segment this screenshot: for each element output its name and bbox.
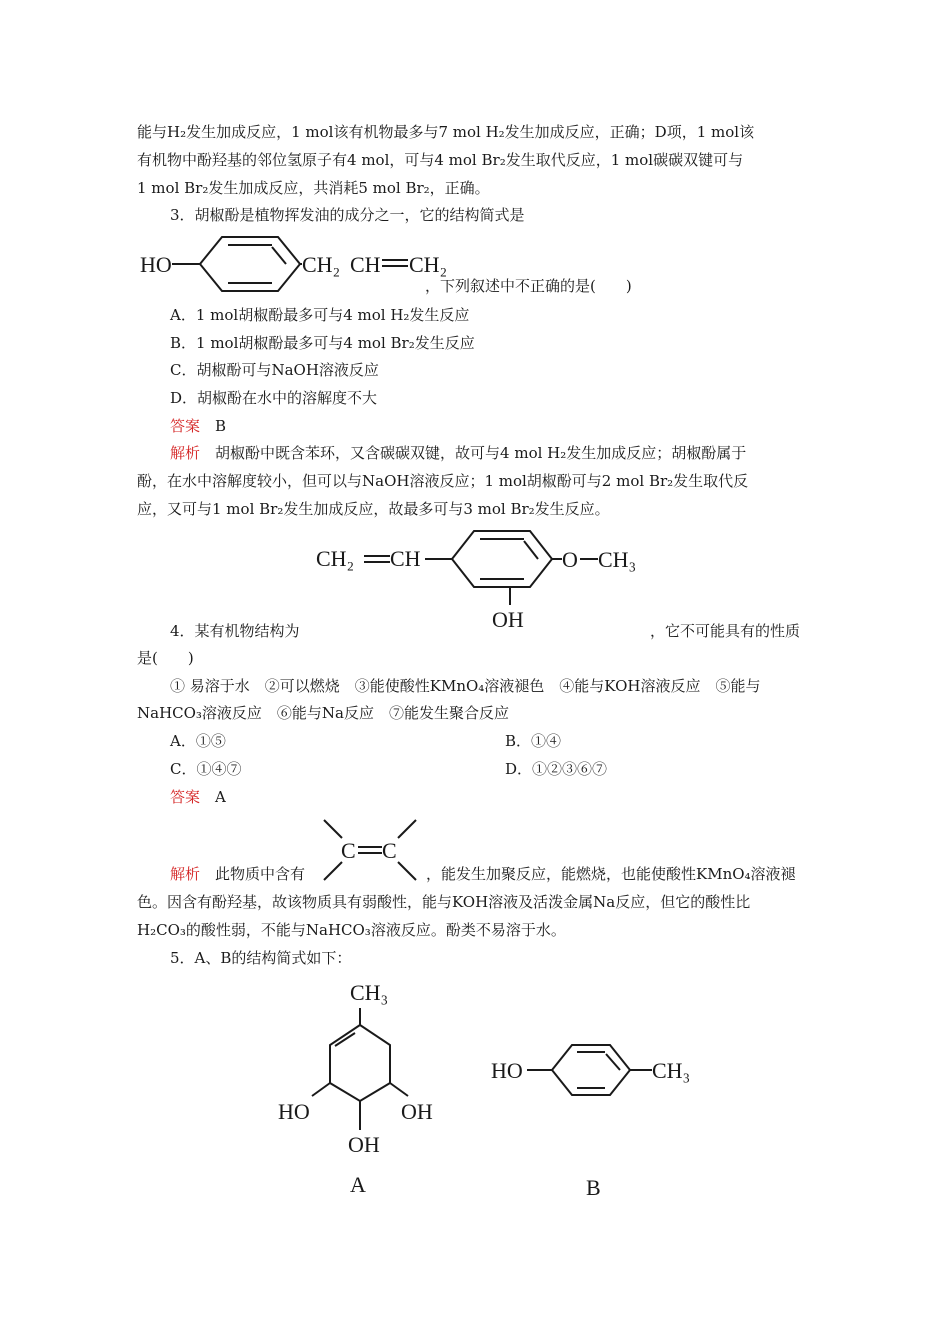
analysis-text: ，能发生加聚反应，能燃烧，也能使酸性KMnO₄溶液褪: [426, 865, 796, 883]
structure-q4: [316, 531, 636, 632]
question-3-stem-cont: ，下列叙述中不正确的是( ): [425, 277, 632, 295]
option-d: D．①②③⑥⑦: [505, 760, 608, 778]
question-4-stem-cont: 是( ): [137, 649, 194, 667]
option-b: B．1 mol胡椒酚最多可与4 mol Br₂发生反应: [170, 334, 475, 352]
analysis-text: 此物质中含有: [215, 865, 306, 883]
ch3-label: CH₃: [652, 1058, 691, 1083]
option-c: C．①④⑦: [170, 760, 242, 778]
property-list: NaHCO₃溶液反应 ⑥能与Na反应 ⑦能发生聚合反应: [137, 704, 510, 722]
property-list: ① 易溶于水 ②可以燃烧 ③能使酸性KMnO₄溶液褪色 ④能与KOH溶液反应 ⑤能与: [170, 677, 761, 695]
answer-value: B: [215, 417, 227, 435]
structure-chavicol: [140, 237, 447, 291]
text-line: H₂CO₃的酸性弱，不能与NaHCO₃溶液反应。酚类不易溶于水。: [137, 921, 566, 939]
ho-label: HO: [278, 1099, 310, 1124]
structure-a: [278, 980, 433, 1197]
ch2-label: CH₂: [316, 546, 355, 571]
ch2-label: CH₂: [302, 252, 341, 277]
answer-label: 答案: [170, 788, 201, 806]
option-a: A．1 mol胡椒酚最多可与4 mol H₂发生反应: [170, 306, 470, 324]
cyclohexene-ring: [330, 1025, 390, 1101]
option-a: A．①⑤: [170, 732, 226, 750]
text-line: 应，又可与1 mol Br₂发生加成反应，故最多可与3 mol Br₂发生反应。: [137, 500, 610, 518]
text-line: 酚，在水中溶解度较小，但可以与NaOH溶液反应；1 mol胡椒酚可与2 mol Br₂发生取代反: [137, 472, 749, 490]
analysis-label: 解析: [170, 865, 201, 883]
ch3-label: CH₃: [350, 980, 389, 1005]
c-label: C: [341, 838, 356, 863]
structure-cc-double-bond: [324, 820, 416, 880]
structure-b: [491, 1045, 690, 1200]
oh-label: OH: [348, 1132, 380, 1157]
answer-label: 答案: [170, 417, 201, 435]
question-4-stem-cont: ，它不可能具有的性质: [650, 622, 801, 640]
structure-label: B: [586, 1175, 601, 1200]
o-label: O: [562, 547, 578, 572]
ch2-label: CH₂: [409, 252, 448, 277]
question-3-stem: 3．胡椒酚是植物挥发油的成分之一，它的结构简式是: [170, 206, 525, 224]
ch-label: CH: [390, 546, 421, 571]
option-b: B．①④: [505, 732, 562, 750]
analysis-text: 胡椒酚中既含苯环，又含碳碳双键，故可与4 mol H₂发生加成反应；胡椒酚属于: [215, 444, 747, 462]
analysis-label: 解析: [170, 444, 201, 462]
text-line: 1 mol Br₂发生加成反应，共消耗5 mol Br₂，正确。: [137, 179, 490, 197]
oh-label: OH: [401, 1099, 433, 1124]
text-line: 色。因含有酚羟基，故该物质具有弱酸性，能与KOH溶液及活泼金属Na反应，但它的酸性比: [137, 893, 751, 911]
text-line: 有机物中酚羟基的邻位氢原子有4 mol，可与4 mol Br₂发生取代反应，1 mol碳碳双键可与: [137, 151, 744, 169]
option-c: C．胡椒酚可与NaOH溶液反应: [170, 361, 379, 379]
c-label: C: [382, 838, 397, 863]
ch3-label: CH₃: [598, 547, 637, 572]
question-5-stem: 5．A、B的结构简式如下：: [170, 949, 352, 967]
ho-label: HO: [140, 252, 172, 277]
structure-label: A: [350, 1172, 366, 1197]
ho-label: HO: [491, 1058, 523, 1083]
ch-label: CH: [350, 252, 381, 277]
option-d: D．胡椒酚在水中的溶解度不大: [170, 389, 378, 407]
question-4-stem: 4．某有机物结构为: [170, 622, 300, 640]
answer-value: A: [215, 788, 226, 806]
text-line: 能与H₂发生加成反应，1 mol该有机物最多与7 mol H₂发生加成反应，正确；D项，1 mol该: [137, 123, 755, 141]
oh-label: OH: [492, 607, 524, 632]
